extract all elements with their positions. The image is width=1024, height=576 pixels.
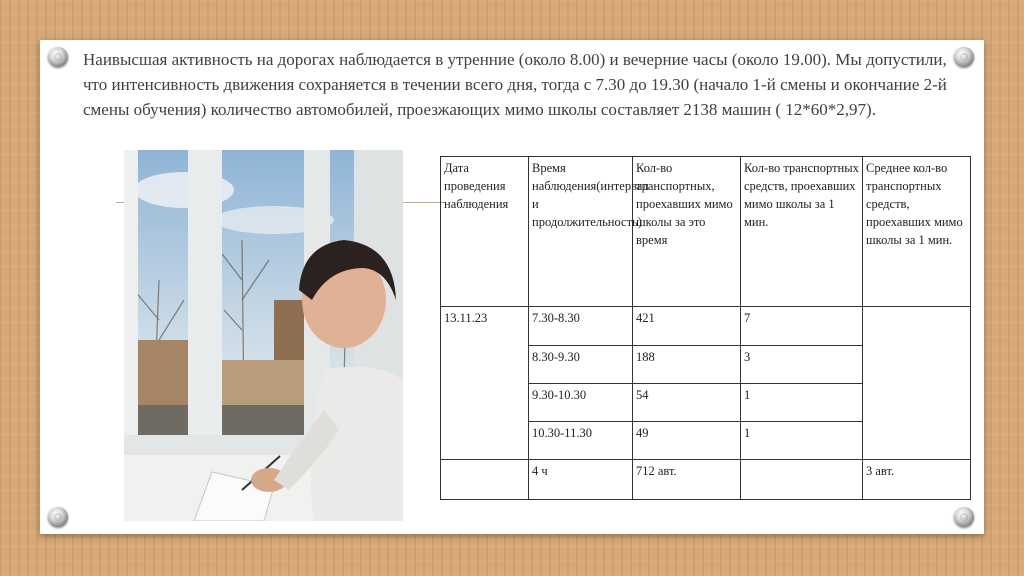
interval-cell: 8.30-9.30 [529,346,633,384]
per-minute-cell: 1 [741,422,863,460]
count-cell: 421 [633,307,741,346]
date-cell: 13.11.23 [441,307,529,460]
interval-cell: 9.30-10.30 [529,384,633,422]
pushpin-icon [48,507,68,527]
empty-cell [863,307,971,460]
table-total-row [441,460,971,500]
header-cell: Время наблюдения(интервал и продолжительность) [529,157,633,307]
count-cell: 49 [633,422,741,460]
per-minute-cell: 7 [741,307,863,346]
observation-table [440,156,971,500]
average-cell: 3 авт. [863,460,971,500]
per-minute-cell: 1 [741,384,863,422]
per-minute-cell: 3 [741,346,863,384]
total-duration-cell: 4 ч [529,460,633,500]
table-row [441,307,971,346]
slide-paragraph: Наивысшая активность на дорогах наблюдается в утренние (около 8.00) и вечерние часы (около 19.00). Мы допустили, что интенсивность движения сохраняется в течении всего дня, тогда с 7.30 до 19.30 (начало 1-й смены и окончание 2-й смены обучения) количество автомобилей, проезжающих мимо школы составляет 2138 машин ( 12*60*2,97). [83,50,947,119]
pushpin-icon [954,507,974,527]
header-cell: Дата проведения наблюдения [441,157,529,307]
table-header-row [441,157,971,307]
header-cell: Кол-во транспортных средств, проехавших мимо школы за 1 мин. [741,157,863,307]
pushpin-icon [48,47,68,67]
count-cell: 54 [633,384,741,422]
header-cell: Среднее кол-во транспортных средств, проехавших мимо школы за 1 мин. [863,157,971,307]
student-photo-image [124,150,403,521]
total-count-cell: 712 авт. [633,460,741,500]
header-cell: Кол-во транспортных, проехавших мимо школы за это время [633,157,741,307]
count-cell: 188 [633,346,741,384]
interval-cell: 7.30-8.30 [529,307,633,346]
empty-cell [741,460,863,500]
student-photo [124,150,403,521]
empty-cell [441,460,529,500]
interval-cell: 10.30-11.30 [529,422,633,460]
